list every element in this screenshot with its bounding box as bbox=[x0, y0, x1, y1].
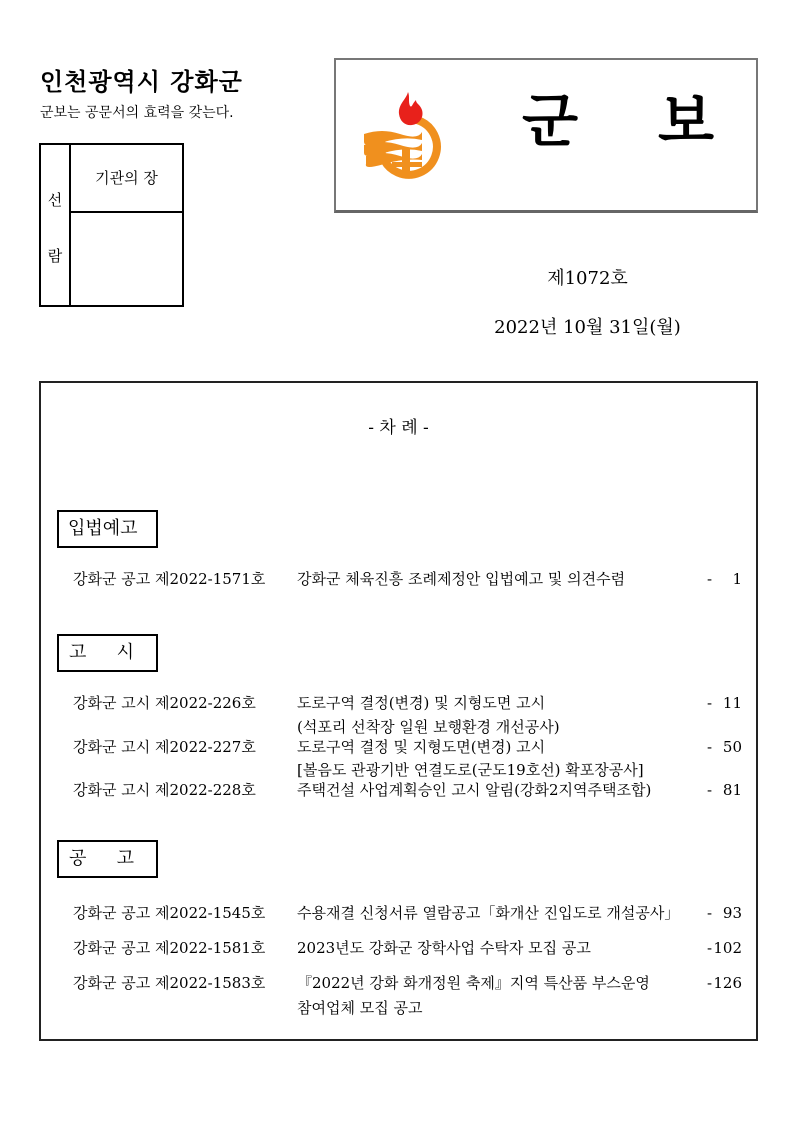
entry-title: 도로구역 결정(변경) 및 지형도면 고시 bbox=[297, 694, 546, 712]
review-side-label-2: 람 bbox=[47, 247, 63, 265]
entry-title: 2023년도 강화군 장학사업 수탁자 모집 공고 bbox=[297, 939, 591, 957]
section-label-part: 고 bbox=[69, 642, 87, 663]
organization-subtitle: 군보는 공문서의 효력을 갖는다. bbox=[40, 105, 234, 121]
section-label-legislative-notice: 입법예고 bbox=[57, 510, 158, 548]
entry-page: 1 bbox=[732, 570, 742, 588]
entry-page: 81 bbox=[722, 781, 742, 799]
entry-title: 수용재결 신청서류 열람공고「화개산 진입도로 개설공사」 bbox=[297, 904, 680, 922]
entry-dash: - bbox=[707, 974, 713, 992]
toc-entry[interactable] bbox=[41, 692, 756, 714]
entry-title: 강화군 체육진흥 조례제정안 입법예고 및 의견수렴 bbox=[297, 570, 626, 588]
entry-page: 11 bbox=[722, 694, 742, 712]
issue-date: 2022년 10월 31일(월) bbox=[494, 317, 681, 338]
organization-title: 인천광역시 강화군 bbox=[40, 68, 243, 96]
masthead-title-char-1: 군 bbox=[522, 87, 579, 155]
section-label-announcement bbox=[57, 840, 158, 878]
table-of-contents bbox=[39, 381, 758, 1041]
entry-page: 126 bbox=[713, 974, 742, 992]
review-side-column bbox=[41, 145, 71, 305]
toc-entry[interactable] bbox=[41, 736, 756, 758]
review-box bbox=[39, 143, 184, 307]
entry-code: 강화군 고시 제2022-226호 bbox=[73, 694, 256, 712]
entry-code: 강화군 고시 제2022-228호 bbox=[73, 781, 256, 799]
ganghwa-county-emblem-icon bbox=[362, 90, 448, 180]
entry-page: 102 bbox=[713, 939, 742, 957]
section-label-part: 공 bbox=[69, 848, 87, 869]
entry-dash: - bbox=[707, 570, 713, 588]
toc-entry[interactable] bbox=[41, 779, 756, 801]
entry-dash: - bbox=[707, 939, 713, 957]
entry-subtitle: (석포리 선착장 일원 보행환경 개선공사) bbox=[297, 718, 560, 736]
entry-subtitle: 참여업체 모집 공고 bbox=[297, 999, 423, 1017]
review-head-label: 기관의 장 bbox=[71, 145, 182, 213]
entry-title: 주택건설 사업계획승인 고시 알림(강화2지역주택조합) bbox=[297, 781, 652, 799]
entry-dash: - bbox=[707, 781, 713, 799]
masthead-title-char-2: 보 bbox=[658, 87, 715, 155]
toc-entry[interactable] bbox=[41, 972, 756, 994]
review-side-label-1: 선 bbox=[47, 191, 63, 209]
entry-code: 강화군 공고 제2022-1581호 bbox=[73, 939, 266, 957]
entry-code: 강화군 공고 제2022-1545호 bbox=[73, 904, 266, 922]
toc-entry[interactable] bbox=[41, 902, 756, 924]
toc-title: - 차 례 - bbox=[368, 418, 429, 438]
entry-code: 강화군 고시 제2022-227호 bbox=[73, 738, 256, 756]
section-label-part: 시 bbox=[116, 642, 134, 663]
entry-title: 『2022년 강화 화개정원 축제』지역 특산품 부스운영 bbox=[297, 974, 650, 992]
entry-title: 도로구역 결정 및 지형도면(변경) 고시 bbox=[297, 738, 546, 756]
entry-code: 강화군 공고 제2022-1583호 bbox=[73, 974, 266, 992]
entry-dash: - bbox=[707, 694, 713, 712]
masthead bbox=[334, 58, 758, 213]
toc-entry[interactable] bbox=[41, 568, 756, 590]
entry-code: 강화군 공고 제2022-1571호 bbox=[73, 570, 266, 588]
entry-dash: - bbox=[707, 738, 713, 756]
issue-number: 제1072호 bbox=[547, 268, 628, 289]
entry-page: 93 bbox=[722, 904, 742, 922]
section-label-public-notice bbox=[57, 634, 158, 672]
entry-subtitle: [볼음도 관광기반 연결도로(군도19호선) 확포장공사] bbox=[297, 761, 644, 779]
entry-page: 50 bbox=[722, 738, 742, 756]
entry-dash: - bbox=[707, 904, 713, 922]
toc-entry[interactable] bbox=[41, 937, 756, 959]
section-label-part: 고 bbox=[116, 848, 134, 869]
